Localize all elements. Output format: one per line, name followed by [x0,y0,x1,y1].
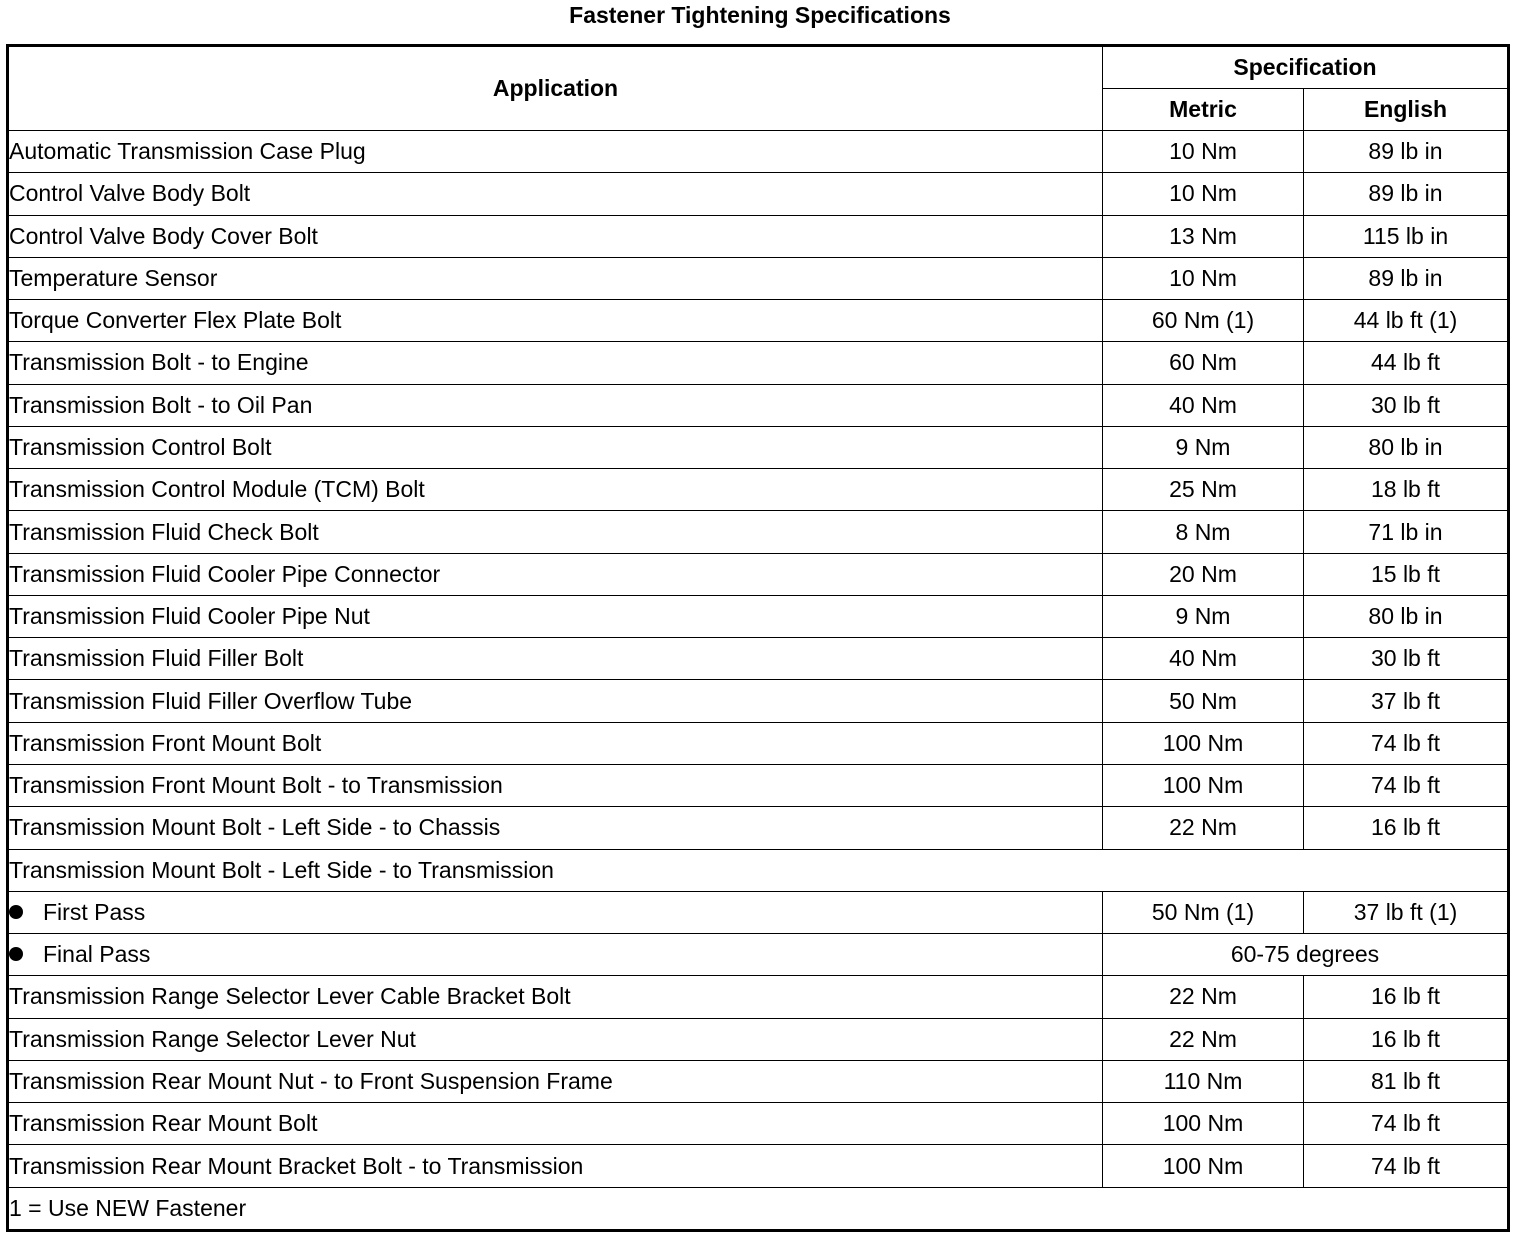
group-subrow-first-pass [8,891,1509,933]
table-row [8,553,1509,595]
cell-metric: 22 Nm [1103,807,1304,849]
header-english: English [1304,89,1509,131]
cell-application: Transmission Rear Mount Nut - to Front Suspension Frame [8,1060,1103,1102]
header-metric: Metric [1103,89,1304,131]
footnote-row [8,1187,1509,1230]
table-row [8,764,1509,806]
cell-english: 15 lb ft [1304,553,1509,595]
table-row [8,342,1509,384]
final-pass-cell [8,934,1103,976]
cell-application: Transmission Fluid Filler Overflow Tube [8,680,1103,722]
cell-metric: 40 Nm [1103,384,1304,426]
table-row [8,469,1509,511]
cell-metric: 9 Nm [1103,426,1304,468]
first-pass-label: First Pass [43,898,146,925]
cell-application: Transmission Fluid Filler Bolt [8,638,1103,680]
table-row [8,807,1509,849]
cell-english: 74 lb ft [1304,764,1509,806]
header-application: Application [8,46,1103,131]
cell-english: 80 lb in [1304,426,1509,468]
cell-english: 115 lb in [1304,215,1509,257]
table-row [8,595,1509,637]
cell-metric: 22 Nm [1103,976,1304,1018]
header-specification: Specification [1103,46,1509,89]
bullet-icon [9,947,23,961]
table-row [8,131,1509,173]
table-row [8,1060,1509,1102]
bullet-icon [9,905,23,919]
cell-application: Transmission Control Module (TCM) Bolt [8,469,1103,511]
cell-application: Transmission Mount Bolt - Left Side - to Chassis [8,807,1103,849]
cell-application: Transmission Fluid Check Bolt [8,511,1103,553]
cell-english: 80 lb in [1304,595,1509,637]
cell-metric: 60 Nm [1103,342,1304,384]
cell-metric: 8 Nm [1103,511,1304,553]
cell-application: Temperature Sensor [8,257,1103,299]
cell-metric: 50 Nm [1103,680,1304,722]
cell-english: 30 lb ft [1304,384,1509,426]
page-title: Fastener Tightening Specifications [569,2,951,28]
cell-english: 89 lb in [1304,173,1509,215]
cell-english: 30 lb ft [1304,638,1509,680]
cell-english: 16 lb ft [1304,976,1509,1018]
cell-application: Control Valve Body Bolt [8,173,1103,215]
cell-application: Transmission Front Mount Bolt - to Transmission [8,764,1103,806]
group-application: Transmission Mount Bolt - Left Side - to Transmission [8,849,1509,891]
cell-metric: 110 Nm [1103,1060,1304,1102]
cell-english: 16 lb ft [1304,807,1509,849]
table-row [8,1018,1509,1060]
table-row [8,300,1509,342]
cell-application: Automatic Transmission Case Plug [8,131,1103,173]
cell-english: 89 lb in [1304,131,1509,173]
cell-english: 74 lb ft [1304,1103,1509,1145]
cell-english: 74 lb ft [1304,1145,1509,1187]
cell-metric: 13 Nm [1103,215,1304,257]
cell-application: Transmission Range Selector Lever Cable Bracket Bolt [8,976,1103,1018]
cell-metric: 22 Nm [1103,1018,1304,1060]
footnote: 1 = Use NEW Fastener [8,1187,1509,1230]
cell-metric: 20 Nm [1103,553,1304,595]
cell-metric: 60 Nm (1) [1103,300,1304,342]
cell-english: 37 lb ft (1) [1304,891,1509,933]
cell-application: Transmission Fluid Cooler Pipe Connector [8,553,1103,595]
cell-application: Transmission Control Bolt [8,426,1103,468]
cell-application: Transmission Bolt - to Oil Pan [8,384,1103,426]
table-row [8,1103,1509,1145]
table-row [8,722,1509,764]
group-subrow-final-pass [8,934,1509,976]
table-row [8,173,1509,215]
cell-english: 81 lb ft [1304,1060,1509,1102]
cell-metric: 10 Nm [1103,257,1304,299]
table-row [8,680,1509,722]
cell-english: 18 lb ft [1304,469,1509,511]
cell-metric: 100 Nm [1103,1145,1304,1187]
table-row [8,215,1509,257]
cell-application: Transmission Bolt - to Engine [8,342,1103,384]
cell-application: Transmission Range Selector Lever Nut [8,1018,1103,1060]
cell-metric: 25 Nm [1103,469,1304,511]
cell-application: Torque Converter Flex Plate Bolt [8,300,1103,342]
table-row [8,384,1509,426]
cell-metric: 50 Nm (1) [1103,891,1304,933]
cell-metric: 40 Nm [1103,638,1304,680]
table-row [8,511,1509,553]
cell-application: Transmission Rear Mount Bracket Bolt - to Transmission [8,1145,1103,1187]
table-row [8,426,1509,468]
cell-english: 16 lb ft [1304,1018,1509,1060]
cell-english: 74 lb ft [1304,722,1509,764]
cell-metric: 100 Nm [1103,1103,1304,1145]
cell-application: Control Valve Body Cover Bolt [8,215,1103,257]
cell-metric: 10 Nm [1103,131,1304,173]
first-pass-cell [8,891,1103,933]
cell-metric: 100 Nm [1103,722,1304,764]
cell-application: Transmission Rear Mount Bolt [8,1103,1103,1145]
group-row [8,849,1509,891]
cell-metric: 9 Nm [1103,595,1304,637]
cell-english: 37 lb ft [1304,680,1509,722]
cell-metric: 100 Nm [1103,764,1304,806]
table-row [8,257,1509,299]
table-row [8,976,1509,1018]
table-row [8,1145,1509,1187]
cell-final-pass-value: 60-75 degrees [1103,934,1509,976]
cell-english: 44 lb ft [1304,342,1509,384]
cell-english: 44 lb ft (1) [1304,300,1509,342]
table-row [8,638,1509,680]
cell-metric: 10 Nm [1103,173,1304,215]
final-pass-label: Final Pass [43,941,151,968]
cell-application: Transmission Fluid Cooler Pipe Nut [8,595,1103,637]
cell-english: 71 lb in [1304,511,1509,553]
cell-application: Transmission Front Mount Bolt [8,722,1103,764]
spec-table [6,44,1510,1232]
cell-english: 89 lb in [1304,257,1509,299]
